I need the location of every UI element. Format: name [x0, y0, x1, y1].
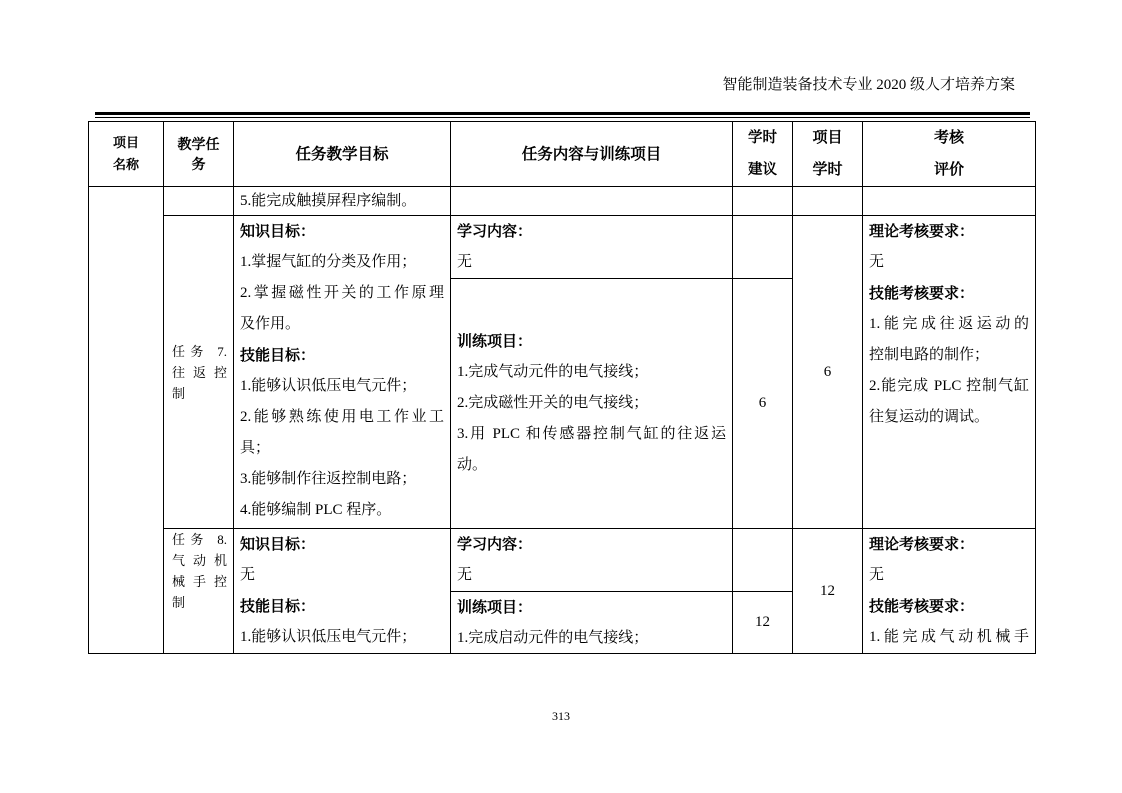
objective-line: 4.能够编制 PLC 程序。 [240, 502, 392, 518]
objective-line: 1.能够认识低压电气元件； [240, 629, 417, 645]
header-rule-thick [95, 112, 1030, 115]
assessment-line: 无 [869, 254, 885, 270]
assessment-line: 控制电路的制作； [869, 347, 990, 363]
task-8-project-hours-cell [792, 528, 863, 654]
assessment-line: 2.能完成 PLC 控制气缸 [869, 378, 1029, 394]
task-8-name-cell [163, 528, 234, 654]
task-7-training-hours-cell [732, 278, 793, 529]
content-line: 2.完成磁性开关的电气接线； [457, 395, 649, 411]
objective-line: 2.掌握磁性开关的工作原理 [240, 285, 444, 301]
training-items-label: 训练项目： [457, 333, 533, 350]
assessment-line: 1.能完成气动机械手 [869, 629, 1029, 645]
header-project-hours [792, 121, 863, 187]
content-line: 无 [457, 567, 473, 583]
objective-line: 1.掌握气缸的分类及作用； [240, 254, 417, 270]
task-8-assessment-cell [862, 528, 1036, 654]
header-project-name [88, 121, 164, 187]
task-8-objectives-cell [233, 528, 451, 654]
header-line: 学时 [748, 130, 777, 146]
skill-objectives-label: 技能目标： [240, 598, 316, 615]
header-line: 学时 [812, 161, 843, 178]
knowledge-objectives-label: 知识目标： [240, 223, 316, 240]
suggested-hours-value: 12 [755, 614, 770, 630]
header-line: 项目 [112, 135, 139, 150]
task-7-assessment-cell [862, 215, 1036, 529]
objective-line: 1.能够认识低压电气元件； [240, 378, 417, 394]
continued-assessment-cell [862, 186, 1036, 216]
header-line: 任务内容与训练项目 [521, 145, 662, 163]
objective-line: 3.能够制作往返控制电路； [240, 471, 417, 487]
task-name-line: 制 [172, 385, 186, 401]
task-7-name-cell [163, 215, 234, 529]
header-line: 项目 [812, 129, 843, 146]
header-suggested-hours [732, 121, 793, 187]
header-line: 教学任 [177, 136, 220, 152]
task-7-learning-hours-cell [732, 215, 793, 279]
learning-content-label: 学习内容： [457, 536, 533, 553]
continued-suggested-hours-cell [732, 186, 793, 216]
task-name-line: 往返控 [172, 364, 227, 380]
assessment-line: 无 [869, 567, 885, 583]
content-line: 动。 [457, 457, 488, 473]
learning-content-label: 学习内容： [457, 223, 533, 240]
task-8-training-cell [450, 591, 733, 654]
assessment-line: 往复运动的调试。 [869, 409, 990, 425]
objective-line: 及作用。 [240, 316, 301, 332]
knowledge-objectives-label: 知识目标： [240, 536, 316, 553]
running-header: 智能制造装备技术专业 2020 级人才培养方案 [722, 77, 1015, 93]
continued-content-cell [450, 186, 733, 216]
training-items-label: 训练项目： [457, 599, 533, 616]
continued-task-cell [163, 186, 234, 216]
suggested-hours-value: 6 [758, 395, 767, 411]
header-task [163, 121, 234, 187]
theory-assessment-label: 理论考核要求： [869, 223, 975, 240]
skill-assessment-label: 技能考核要求： [869, 285, 975, 302]
task-7-objectives-cell [233, 215, 451, 529]
task-name-line: 制 [172, 595, 186, 610]
content-line: 无 [457, 254, 473, 270]
header-line: 名称 [112, 157, 139, 172]
header-line: 建议 [748, 162, 777, 178]
header-line: 任务教学目标 [295, 145, 389, 163]
project-name-cell [88, 186, 164, 654]
content-line: 3.用 PLC 和传感器控制气缸的往返运 [457, 426, 726, 442]
content-line: 1.完成气动元件的电气接线； [457, 364, 649, 380]
theory-assessment-label: 理论考核要求： [869, 536, 975, 553]
header-objectives [233, 121, 451, 187]
assessment-line: 1.能完成往返运动的 [869, 316, 1029, 332]
objective-line: 无 [240, 567, 256, 583]
task-7-learning-cell [450, 215, 733, 279]
project-hours-value: 12 [820, 582, 835, 599]
header-line: 考核 [933, 129, 964, 146]
continued-objectives-cell [233, 186, 451, 216]
skill-assessment-label: 技能考核要求： [869, 598, 975, 615]
project-hours-value: 6 [823, 363, 832, 380]
header-line: 评价 [933, 161, 964, 178]
header-assessment [862, 121, 1036, 187]
objective-line: 5.能完成触摸屏程序编制。 [240, 193, 417, 209]
task-7-project-hours-cell [792, 215, 863, 529]
task-name-line: 任务 7. [172, 343, 227, 359]
continued-project-hours-cell [792, 186, 863, 216]
task-8-learning-cell [450, 528, 733, 592]
task-name-line: 气动机 [172, 553, 227, 568]
task-name-line: 械手控 [172, 574, 227, 589]
header-rule-thin [95, 117, 1030, 118]
skill-objectives-label: 技能目标： [240, 347, 316, 364]
header-content [450, 121, 733, 187]
task-7-training-cell [450, 278, 733, 529]
objective-line: 2.能够熟练使用电工作业工 [240, 409, 444, 425]
task-8-training-hours-cell [732, 591, 793, 654]
task-8-learning-hours-cell [732, 528, 793, 592]
content-line: 1.完成启动元件的电气接线； [457, 630, 649, 646]
page-number: 313 [552, 709, 570, 723]
task-name-line: 任务 8. [172, 532, 227, 547]
objective-line: 具； [240, 440, 271, 456]
header-line: 务 [191, 156, 206, 172]
